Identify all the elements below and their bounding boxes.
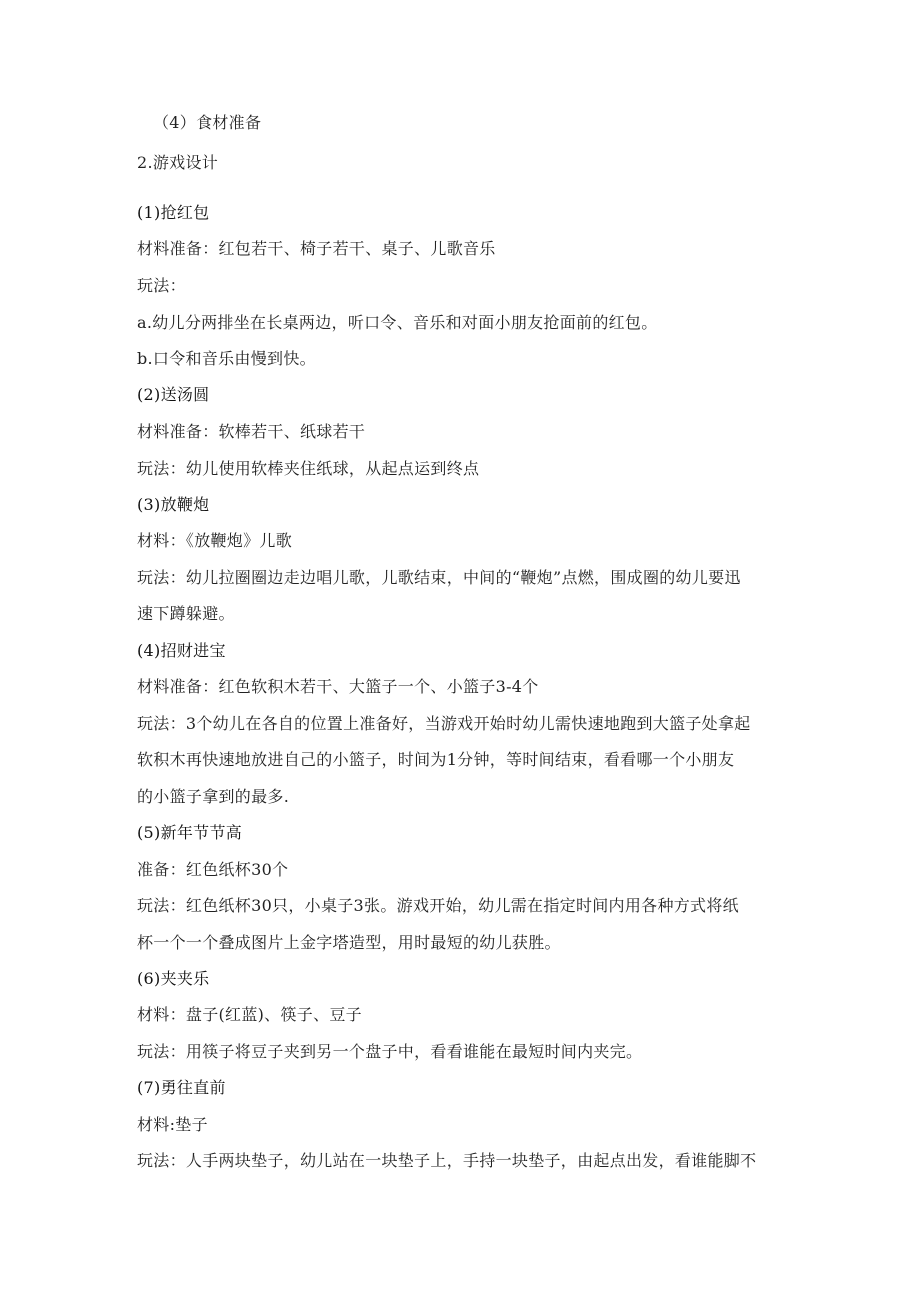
rules-line: 玩法：用筷子将豆子夹到另一个盘子中，看看谁能在最短时间内夹完。 [137, 1042, 643, 1061]
rules-line: 玩法：3个幼儿在各自的位置上准备好，当游戏开始时幼儿需快速地跑到大篮子处拿起 [137, 714, 751, 733]
materials-line: 材料：《放鞭炮》儿歌 [137, 531, 293, 550]
materials-line: 准备：红色纸杯30个 [137, 860, 289, 879]
game-title: (3)放鞭炮 [137, 495, 210, 514]
rules-line: 玩法：幼儿拉圈圈边走边唱儿歌，儿歌结束，中间的“鞭炮”点燃，围成圈的幼儿要迅 [137, 568, 741, 587]
game-title: (1)抢红包 [137, 203, 210, 222]
game-title: (2)送汤圆 [137, 385, 210, 404]
game-title: (4)招财进宝 [137, 641, 226, 660]
rules-line: 玩法：人手两块垫子，幼儿站在一块垫子上，手持一块垫子，由起点出发，看谁能脚不 [137, 1151, 757, 1170]
section-heading: 2.游戏设计 [137, 153, 219, 172]
rules-line: 软积木再快速地放进自己的小篮子，时间为1分钟，等时间结束，看看哪一个小朋友 [137, 750, 735, 769]
materials-line: 材料准备：红色软积木若干、大篮子一个、小篮子3-4个 [137, 677, 539, 696]
rules-line: 的小篮子拿到的最多. [137, 787, 290, 806]
rules-line: 玩法：幼儿使用软棒夹住纸球，从起点运到终点 [137, 459, 480, 478]
materials-line: 材料：盘子(红蓝)、筷子、豆子 [137, 1005, 362, 1024]
materials-line: 材料准备：软棒若干、纸球若干 [137, 422, 366, 441]
rules-line: a.幼儿分两排坐在长桌两边，听口令、音乐和对面小朋友抢面前的红包。 [137, 313, 658, 332]
rules-line: 杯一个一个叠成图片上金字塔造型，用时最短的幼儿获胜。 [137, 933, 561, 952]
materials-line: 材料准备：红包若干、椅子若干、桌子、儿歌音乐 [137, 239, 496, 258]
subsection-heading: （4）食材准备 [153, 113, 262, 132]
materials-line: 材料:垫子 [137, 1115, 208, 1134]
game-title: (7)勇往直前 [137, 1078, 226, 1097]
rules-label: 玩法： [137, 276, 186, 295]
rules-line: 速下蹲躲避。 [137, 604, 235, 623]
rules-line: 玩法：红色纸杯30只，小桌子3张。游戏开始，幼儿需在指定时间内用各种方式将纸 [137, 896, 739, 915]
rules-line: b.口令和音乐由慢到快。 [137, 349, 316, 368]
game-title: (5)新年节节高 [137, 823, 243, 842]
game-title: (6)夹夹乐 [137, 969, 210, 988]
